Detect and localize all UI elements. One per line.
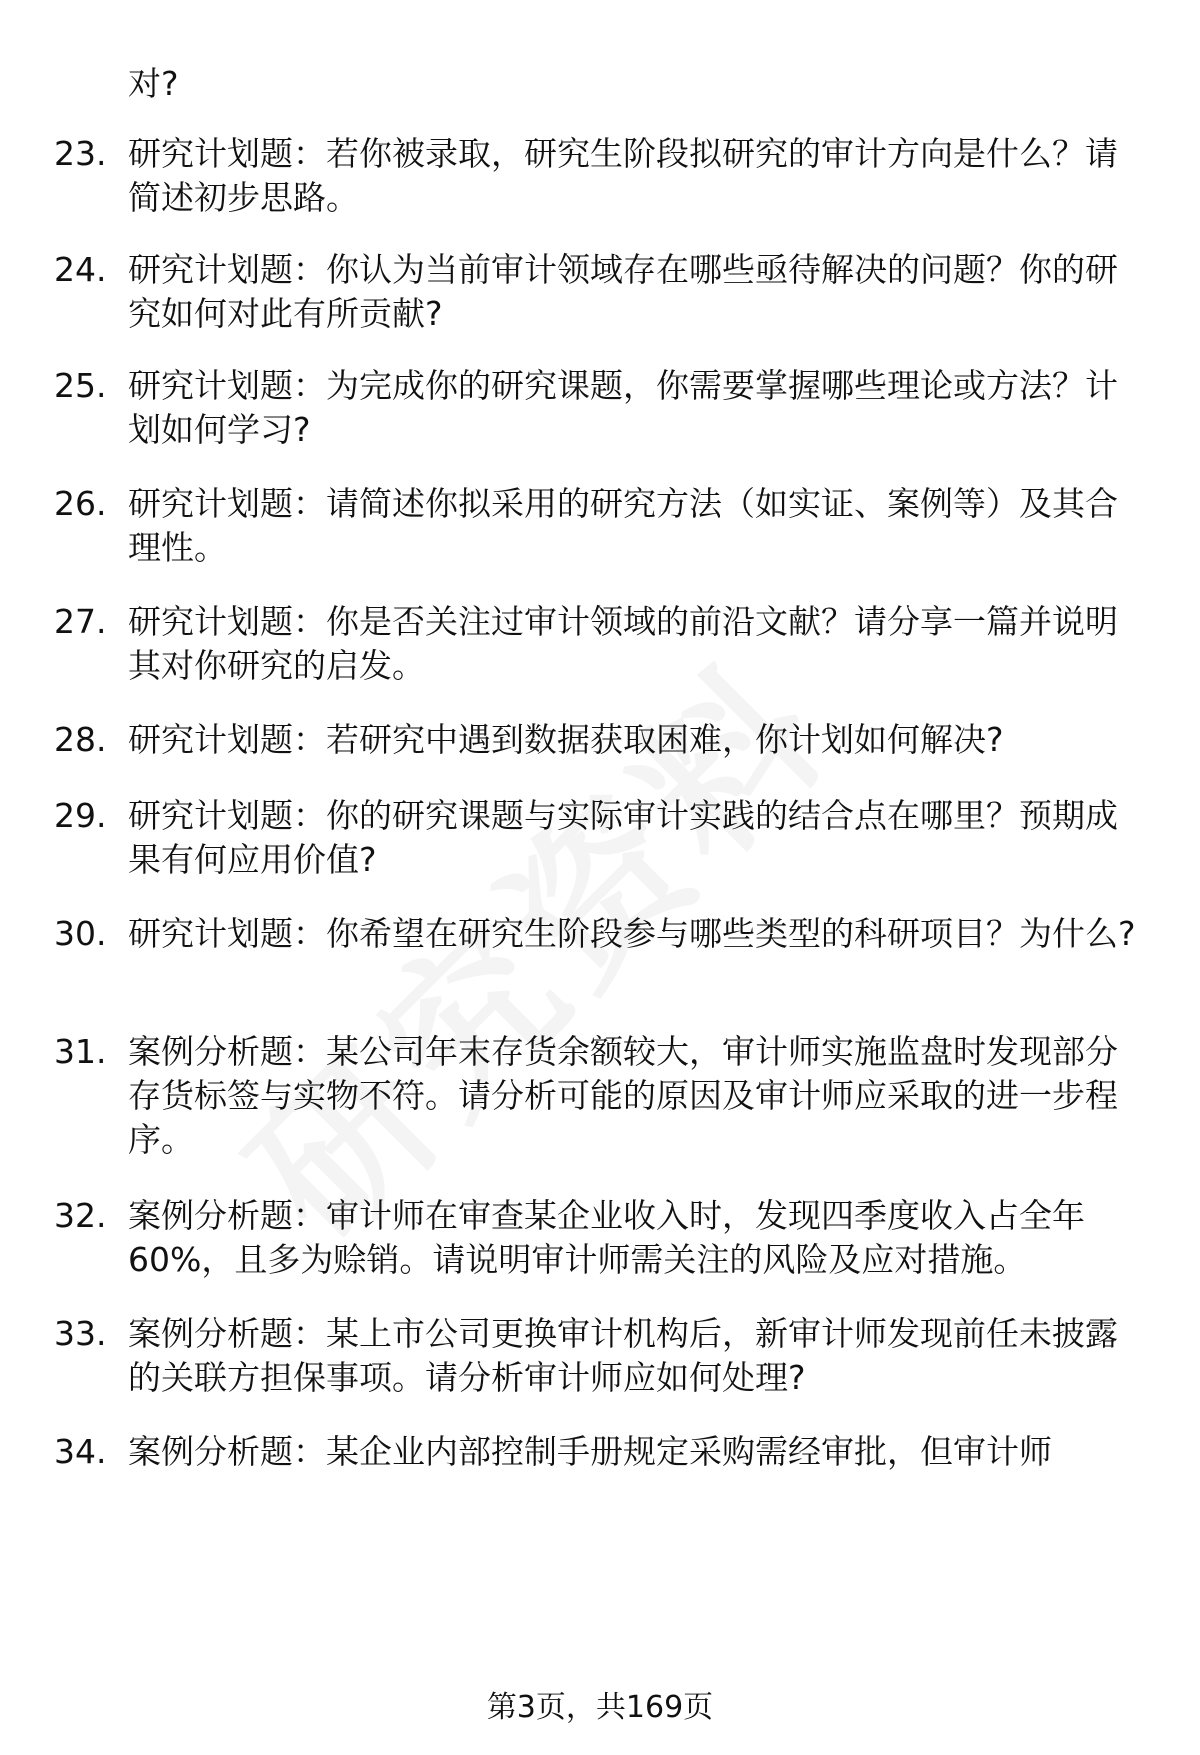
item-number: 32. (54, 1196, 107, 1235)
item-text: 案例分析题：某上市公司更换审计机构后，新审计师发现前任未披露的关联方担保事项。请分析审计师应如何处理? (128, 1314, 1118, 1397)
continuation-text: 对? (128, 64, 179, 103)
item-number: 23. (54, 134, 107, 173)
item-number: 30. (54, 914, 107, 953)
item-number: 33. (54, 1314, 107, 1353)
item-number: 27. (54, 602, 107, 641)
item-text: 研究计划题：你认为当前审计领域存在哪些亟待解决的问题？你的研究如何对此有所贡献? (128, 250, 1118, 333)
item-number: 25. (54, 366, 107, 405)
item-text: 案例分析题：审计师在审查某企业收入时，发现四季度收入占全年60%，且多为赊销。请说明审计师需关注的风险及应对措施。 (128, 1196, 1085, 1279)
item-number: 34. (54, 1432, 107, 1471)
item-text: 案例分析题：某企业内部控制手册规定采购需经审批，但审计师 (128, 1432, 1052, 1471)
item-text: 研究计划题：你是否关注过审计领域的前沿文献？请分享一篇并说明其对你研究的启发。 (128, 602, 1118, 685)
item-text: 研究计划题：请简述你拟采用的研究方法（如实证、案例等）及其合理性。 (128, 484, 1118, 567)
page-footer: 第3页，共169页 (486, 1690, 714, 1725)
item-text: 研究计划题：你希望在研究生阶段参与哪些类型的科研项目？为什么? (128, 914, 1136, 953)
item-number: 31. (54, 1032, 107, 1071)
item-number: 28. (54, 720, 107, 759)
item-number: 26. (54, 484, 107, 523)
item-text: 研究计划题：若你被录取，研究生阶段拟研究的审计方向是什么？请简述初步思路。 (128, 134, 1118, 217)
item-text: 案例分析题：某公司年末存货余额较大，审计师实施监盘时发现部分存货标签与实物不符。请分析可能的原因及审计师应采取的进一步程序。 (128, 1032, 1118, 1159)
item-number: 29. (54, 796, 107, 835)
item-number: 24. (54, 250, 107, 289)
item-text: 研究计划题：为完成你的研究课题，你需要掌握哪些理论或方法？计划如何学习? (128, 366, 1118, 449)
item-text: 研究计划题：若研究中遇到数据获取困难，你计划如何解决? (128, 720, 1004, 759)
item-text: 研究计划题：你的研究课题与实际审计实践的结合点在哪里？预期成果有何应用价值? (128, 796, 1118, 879)
